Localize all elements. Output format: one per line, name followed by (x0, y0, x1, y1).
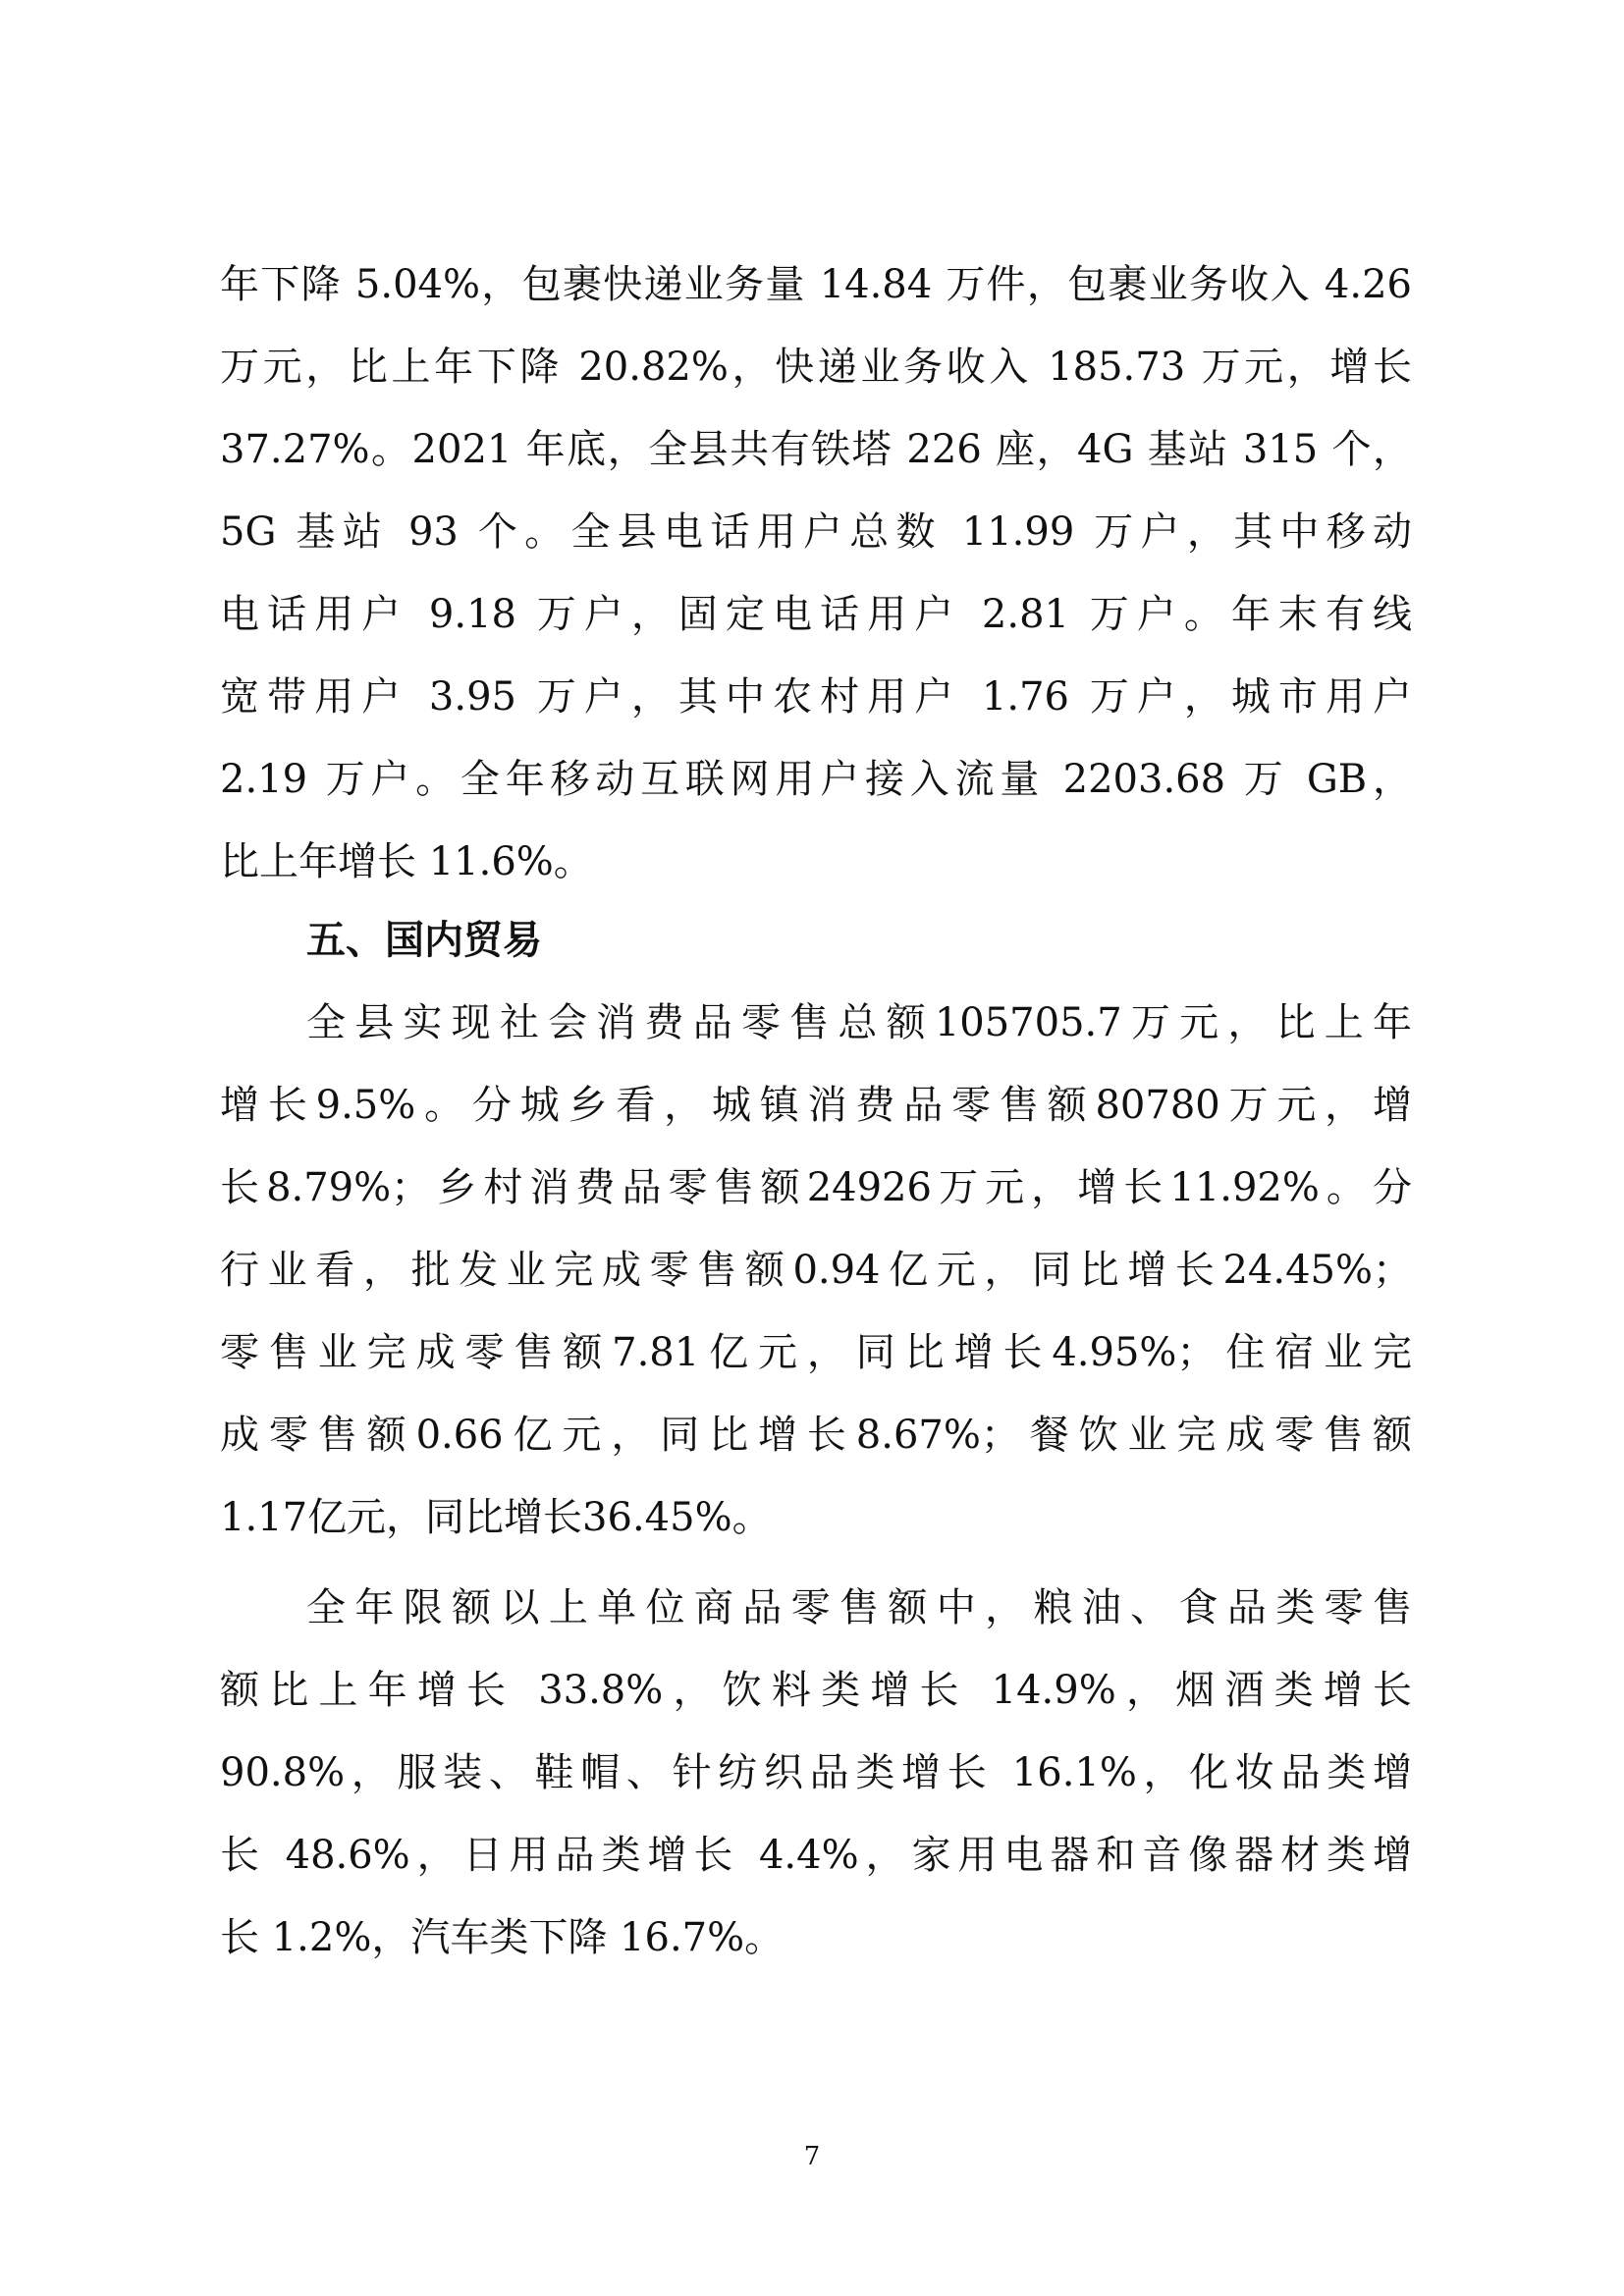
paragraph-line: 年下降 5.04%，包裹快递业务量 14.84 万件，包裹业务收入 4.26 (220, 262, 1412, 307)
paragraph-line: 5G 基站 93 个。全县电话用户总数 11.99 万户，其中移动 (220, 509, 1412, 555)
paragraph-line: 行业看，批发业完成零售额0.94亿元，同比增长24.45%； (220, 1248, 1412, 1293)
paragraph-line: 全县实现社会消费品零售总额105705.7万元，比上年 (306, 1000, 1412, 1045)
paragraph-line: 电话用户 9.18 万户，固定电话用户 2.81 万户。年末有线 (220, 592, 1412, 637)
paragraph-line: 宽带用户 3.95 万户，其中农村用户 1.76 万户，城市用户 (220, 674, 1412, 720)
paragraph-line: 2.19 万户。全年移动互联网用户接入流量 2203.68 万 GB， (220, 757, 1412, 802)
paragraph-line: 长 48.6%，日用品类增长 4.4%，家用电器和音像器材类增 (220, 1833, 1412, 1878)
page-number: 7 (803, 2142, 821, 2171)
paragraph-line: 长8.79%；乡村消费品零售额24926万元，增长11.92%。分 (220, 1165, 1412, 1210)
paragraph-line: 全年限额以上单位商品零售额中，粮油、食品类零售 (306, 1585, 1412, 1630)
paragraph-line: 比上年增长 11.6%。 (220, 839, 593, 884)
paragraph-line: 1.17亿元，同比增长36.45%。 (220, 1495, 772, 1540)
paragraph-line: 万元，比上年下降 20.82%，快递业务收入 185.73 万元，增长 (220, 345, 1412, 390)
paragraph-line: 成零售额0.66亿元，同比增长8.67%；餐饮业完成零售额 (220, 1413, 1412, 1458)
paragraph-line: 增长9.5%。分城乡看，城镇消费品零售额80780万元，增 (220, 1083, 1412, 1128)
paragraph-line: 90.8%，服装、鞋帽、针纺织品类增长 16.1%，化妆品类增 (220, 1750, 1412, 1795)
section-heading: 五、国内贸易 (306, 918, 542, 963)
paragraph-line: 37.27%。2021 年底，全县共有铁塔 226 座，4G 基站 315 个， (220, 427, 1412, 472)
paragraph-line: 长 1.2%，汽车类下降 16.7%。 (220, 1915, 785, 1960)
paragraph-line: 额比上年增长 33.8%，饮料类增长 14.9%，烟酒类增长 (220, 1668, 1412, 1713)
paragraph-line: 零售业完成零售额7.81亿元，同比增长4.95%；住宿业完 (220, 1330, 1412, 1375)
